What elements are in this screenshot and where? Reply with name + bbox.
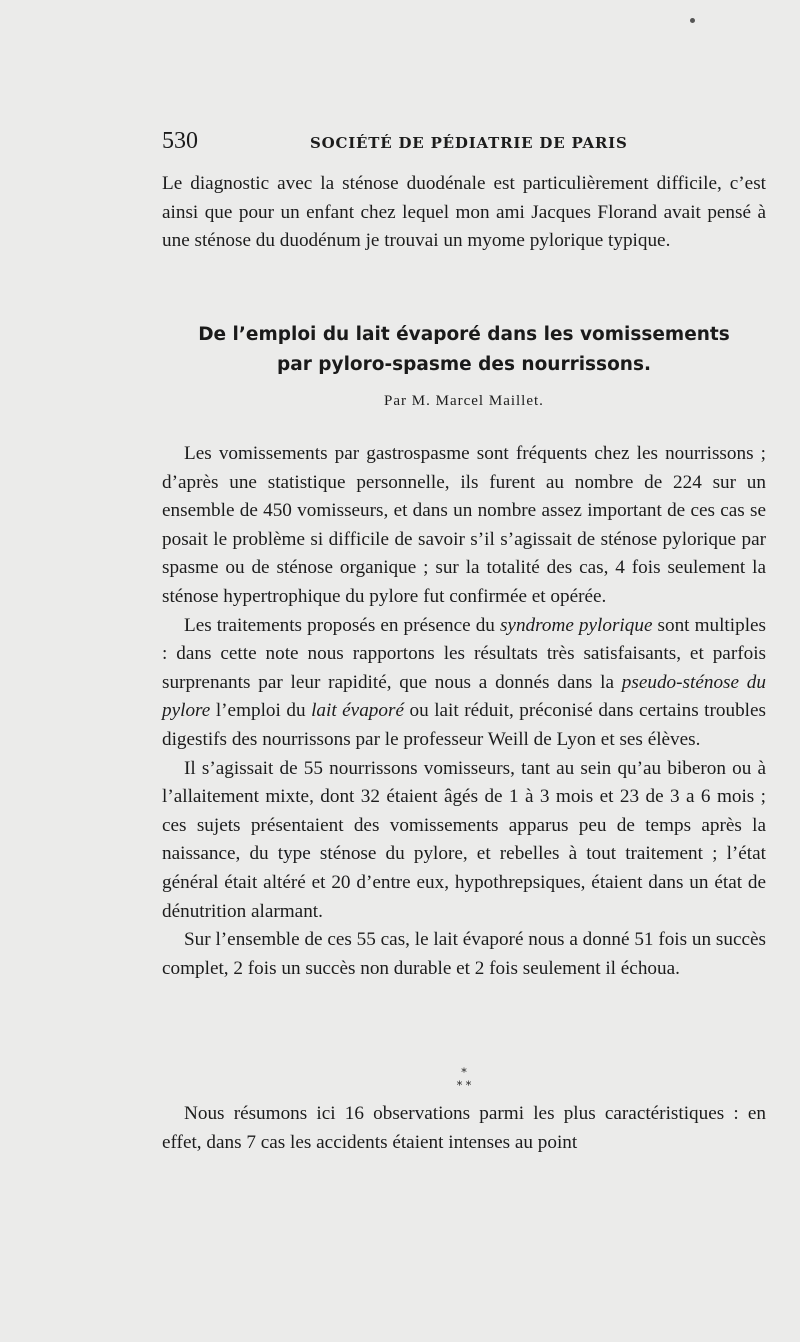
paragraph-2-italic-3: lait évaporé	[311, 700, 404, 722]
paragraph-4: Sur l’ensemble de ces 55 cas, le lait évaporé nous a donné 51 fois un succès complet, 2 fois un succès non durable et 2 fois seulement il échoua.	[162, 929, 766, 979]
separator-star-bottom: * *	[456, 1079, 472, 1092]
intro-paragraph-block	[162, 170, 766, 256]
speck-mark	[690, 18, 695, 23]
article-title-line-2: par pyloro-spasme des nourrissons.	[277, 354, 651, 375]
article-title	[162, 320, 766, 380]
paragraph-1: Les vomissements par gastrospasme sont fréquents chez les nourrissons ; d’après une statistique personnelle, ils furent au nombre de 224 sur un ensemble de 450 vomisseurs, et dans un nombre assez important de ces cas se posait le problème si difficile de savoir s’il s’agissait de sténose pylorique par spasme ou de sténose organique ; sur la totalité des cas, 4 fois seulement la sténose hypertrophique du pylore fut confirmée et opérée.	[162, 443, 766, 607]
section-separator	[162, 1066, 766, 1092]
article-author: Par M. Marcel Maillet.	[384, 393, 544, 409]
paragraph-2-text-a: Les traitements proposés en présence du	[184, 614, 500, 636]
paragraph-2	[162, 612, 766, 755]
running-head: SOCIÉTÉ DE PÉDIATRIE DE PARIS	[310, 134, 628, 152]
paragraph-3: Il s’agissait de 55 nourrissons vomisseurs, tant au sein qu’au biberon ou à l’allaitement mixte, dont 32 étaient âgés de 1 à 3 mois et 23 de 3 a 6 mois ; ces sujets présentaient des vomissements apparus peu de temps après la naissance, du type sténose du pylore, et rebelles à tout traitement ; l’état général était altéré et 20 d’entre eux, hypothrepsiques, étaient dans un état de dénutrition alarmant.	[162, 757, 766, 922]
article-body	[162, 440, 766, 983]
paragraph-5: Nous résumons ici 16 observations parmi les plus caractéristiques : en effet, dans 7 cas les accidents étaient intenses au point	[162, 1103, 766, 1153]
article-body-continuation	[162, 1100, 766, 1157]
paragraph-2-italic-1: syndrome pylorique	[499, 614, 653, 636]
paragraph-2-text-c: l’emploi du	[210, 700, 312, 722]
page-number: 530	[162, 128, 198, 154]
paragraph-2-italic-2: pseudo-sténose du pylore	[162, 671, 766, 722]
separator-star-top: *	[461, 1066, 467, 1079]
page-header	[162, 128, 766, 162]
paragraph-2-text-d: ou lait réduit, préconisé dans certains troubles digestifs des nourrissons par le professeur Weill de Lyon et ses élèves.	[162, 700, 766, 750]
intro-paragraph: Le diagnostic avec la sténose duodénale est particulièrement difficile, c’est ainsi que pour un enfant chez lequel mon ami Jacques Florand avait pensé à une sténose du duodénum je trouvai un myome pylorique typique.	[162, 173, 766, 252]
article-title-line-1: De l’emploi du lait évaporé dans les vomissements	[198, 324, 730, 345]
paragraph-2-text-b: sont multiples : dans cette note nous rapportons les résultats très satisfaisants, et parfois surprenants par leur rapidité, que nous a donnés dans la	[162, 614, 767, 693]
